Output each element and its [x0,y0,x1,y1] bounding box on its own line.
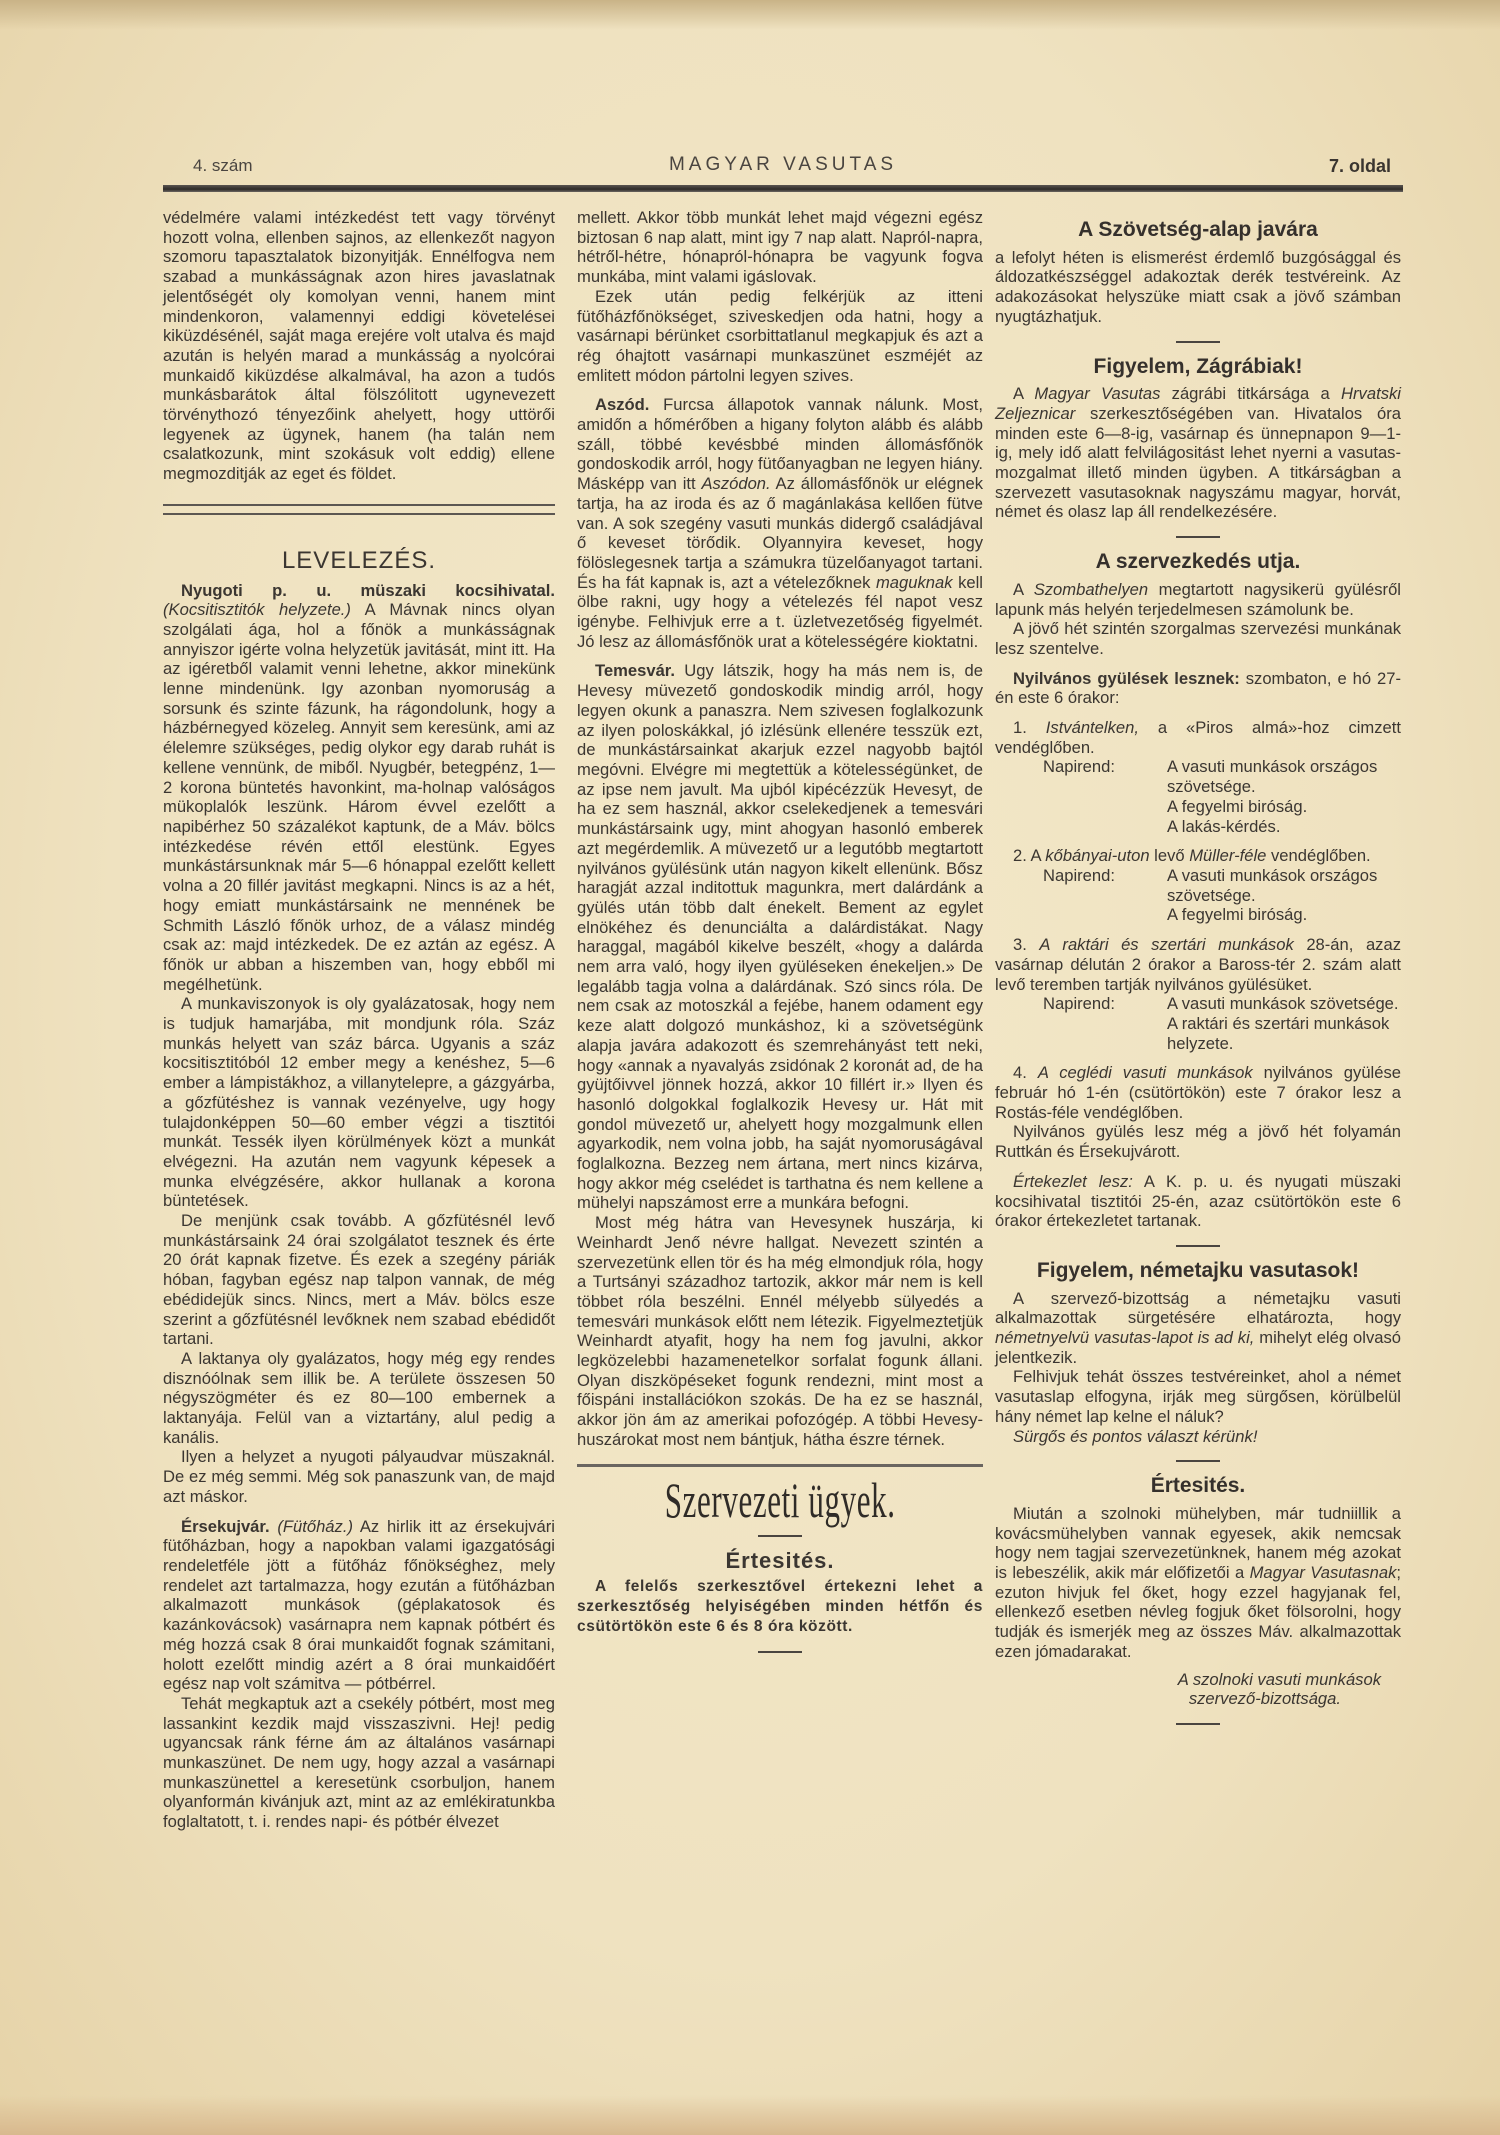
paragraph-text: A munkaviszonyok is oly gyalázatosak, hogy nem is tudjuk hamarjába, mit mondjunk róla. Száz munkás helyett van száz bárca. Ugyanis a száz kocsitisztitóból 12 ember megy a kenéshez, 5—6 ember a lámpistákhoz, a villanytelepre, a gázgyárba, a gőzfütéshez is vannak vezényelve, ugy hogy tulajdonképpen 50—60 ember végzi a tisztitói munkát. Tessék ilyen körülmények közt a munkát elvégezni. Ha azután nem vagyunk képesek a munka elvégzésére, akkor hullanak a korona büntetések. [163,994,555,1211]
issue-number: 4. szám [193,156,253,175]
paragraph-text: A [1013,579,1034,599]
paragraph-text: mellett. Akkor több munkát lehet majd végezni egész biztosan 6 nap alatt, mint igy 7 nap alatt. Napról-napra, hétről-hétre, hónapról-hónapra be vagyunk fogva munkába, mint valami igáslovak. [577,208,983,287]
article-heading: A Szövetség-alap javára [1078,218,1318,241]
agenda-item: A vasuti munkások országos szövetsége. [1167,757,1378,797]
article-heading: Értesités. [1150,1474,1246,1498]
article-paragraph [577,208,983,287]
article-paragraph [577,1213,983,1449]
article-paragraph [995,384,1401,522]
agenda-label: Napirend: [1043,994,1115,1014]
article-paragraph [163,1694,555,1832]
agenda-item: A fegyelmi biróság. [1167,905,1308,925]
italic-text: A ceglédi vasuti munkások [1037,1063,1253,1083]
article-paragraph [995,248,1401,327]
paragraph-text: védelmére valami intézkedést tett vagy törvényt hozott volna, ellenben sajnos, az ellenkezőt nagyon szomoru tapasztalatok bizonyitják. Ennélfogva nem szabad a munkásságnak azon hires javaslatnak jelentőségét oly komolyan venni, hanem mint mindenkoron, valamennyi eddigi követelései kiküzdésénél, saját maga erejére volt utalva és majd azután is helyén marad a munkásság a nyolcórai munkaidő kiküzdése alkalmával, ha azon a tudós munkásbarátok által fölszólitott ugynevezett törvénythozó tényezőink ahelyett, hogy uttörői legyenek az ügynek, hanem (ha talán nem csalatkozunk, mint szokásuk volt eddig) ellene megmozditják az eget és földet. [163,208,555,484]
paragraph-text: A K. p. u. és nyugati müszaki kocsihivatal tisztitói 25-én, azaz csütörtökön este 6 órakor értekezletet tartanak. [995,1171,1401,1231]
article-paragraph [163,1349,555,1448]
italic-text: Hrvatski Zeljeznicar [995,384,1401,423]
page-edge-bottom [0,2095,1500,2135]
article-paragraph [577,287,983,386]
paragraph-text: a lefolyt héten is elismerést érdemlő buzgósággal és áldozatkészséggel adakoztak derék testvéreink. Az adakozásokat helyszüke miatt csak a jövő számban nyugtázhatjuk. [995,247,1401,326]
article-heading: A szervezkedés utja. [1095,550,1301,574]
separator-dash [1176,1245,1220,1247]
article-paragraph [995,935,1401,994]
article-paragraph [163,1447,555,1506]
paragraph-lead: Aszód. [595,395,664,415]
paragraph-text: szerkesztőségében van. Hivatalos óra minden este 6—8-ig, vasárnap és ünnepnapon 9—1-ig, mely idő alatt felvilágositást lehet nyerni a vasutas-mozgalmat illető minden ügyben. A titkárságban a szervezett vasutasoknak nagyszámu magyar, horvát, német és olasz lap áll rendelkezésére. [995,403,1401,522]
paragraph-lead: Érsekujvár. [181,1516,278,1536]
agenda-item: A vasuti munkások szövetsége. [1167,994,1399,1014]
signature-line: szervező-bizottsága. [1188,1689,1341,1709]
paragraph-text: A jövő hét szintén szorgalmas szervezési munkának lesz szentelve. [995,619,1401,658]
paragraph-text: A laktanya oly gyalázatos, hogy még egy rendes disznóólnak sem illik be. A területe összesen 50 négyszögméter és ez 80—100 embernek a laktanyája. Felül van a viztartány, alul pedig a kanális. [163,1348,555,1447]
paragraph-lead: Temesvár. [595,661,685,681]
agenda-item: A fegyelmi biróság. [1167,796,1308,816]
page-edge-top [0,0,1500,30]
notice-heading: Értesités. [725,1548,835,1574]
paragraph-text: A Mávnak nincs olyan szolgálati ága, hol a főnök a munkásságnak annyiszor igérte volna helyzetük javitását, mint itt. Ha az igéretből valamit venni lehetne, akkor minekünk lenne mindenünk. Igy azonban nyomoruság a sorsunk és szinte fázunk, ha rágondolunk, hogy a házbérnegyed közeleg. Annyit sem keresünk, ami az élelemre szükséges, pedig olykor egy darab ruhát is kellene vennünk, de miből. Nyugbér, betegpénz, 1—2 korona büntetés havonkint, ma-holnap valóságos mükoplalók leszünk. Három évvel ezelőtt a napibérhez 50 százalékot kaptunk, de a Máv. bölcs intézkedése révén ettől elestünk. Egyes munkástársunknak már 5—6 hónappal ezelőtt kellett volna a 20 fillér javitást megkapni. Nincs is az a hét, hogy emiatt munkástársaink ne mennének be Schmith László főnök urhoz, de a válasz mindég csak az: majd intézkedek. De ez aztán az egész. A főnök ur abban a hiszemben van, hogy ebből mi megélhetünk. [163,600,556,994]
article-paragraph [163,994,555,1211]
paragraph-text: 1. [1013,718,1046,738]
column-2 [577,208,983,1667]
section-double-rule [163,504,555,515]
agenda-list [1043,866,1401,925]
notice-text: A felelős szerkesztővel értekezni lehet a szerkesztőség helyiségében minden hétfőn és csütörtökön este 6 és 8 óra között. [577,1578,983,1635]
paragraph-text: levő [1149,846,1190,866]
section-rule [577,1464,983,1467]
column-3 [995,208,1401,1739]
separator-dash [758,1535,802,1537]
page-number: 7. oldal [1328,156,1391,176]
separator-dash [1176,1723,1220,1725]
article-heading: Figyelem, németajku vasutasok! [1036,1258,1360,1282]
paragraph-text: Furcsa állapotok vannak nálunk. Most, amidőn a hőmérőben a higany folyton alább és alább száll, többé kevésbbé minden állomásfőnök gondoskodik arról, hogy fütőanyagban ne legyen hiány. Másképp van itt [577,395,983,494]
italic-text: maguknak [875,572,953,592]
paragraph-text: A szervező-bizottság a németajku vasuti alkalmazottak sürgetésére elhatározta, hogy [995,1288,1401,1328]
paragraph-text: Az hirlik itt az érsekujvári fütőházban, hogy a napokban valami igazgatósági rendeletféle jött a fütőház főnökséghez, mely rendelet azt tartalmazza, hogy ezután a fütőházban alkalmazott munkások (géplakatosok és kazánkovácsok) vasárnapra nem kapnak pótbért és még hozzá csak 8 órai munkaidőt fognak számitani, holott ezelőtt mindig azért a 8 órai munkaidőért egész nap volt számitva — pótbérrel. [163,1516,555,1694]
italic-text: Sürgős és pontos választ kérünk! [1013,1426,1258,1446]
signature-line: A szolnoki vasuti munkások [1177,1669,1381,1689]
italic-text: Müller-féle [1189,846,1267,866]
article-paragraph [995,580,1401,619]
paragraph-text: Tehát megkaptuk azt a csekély pótbért, most meg lassankint kezdik majd visszaszivni. Hej! pedig ugyancsak ránk férne ám az általános vasárnapi munkaszünet. De nem ugy, hogy azzal a vasárnapi munkaszünettel a keresetünk csorbuljon, hanem olyanformán kivánjuk azt, mint az az emlékiratunkba foglaltatott, t. i. rendes napi- és pótbér élvezet [163,1693,555,1832]
paragraph-text: 4. [1013,1063,1038,1083]
article-paragraph [995,1063,1401,1122]
article-paragraph [163,581,555,995]
article-paragraph [163,1211,555,1349]
paragraph-text: ; ezuton hivjuk fel őket, hogy ezzel hagyjanak fel, ellenkező esetben névleg fogjuk őket fölsorolni, hogy tudják és ismerjék meg az összes Máv. alkalmazottak ezen jómadarakat. [995,1563,1401,1661]
paragraph-text: Nyilvános gyülés lesz még a jövő hét folyamán Ruttkán és Érsekujvárott. [995,1122,1401,1162]
article-paragraph [995,669,1401,708]
italic-text: Aszódon. [701,474,771,494]
article-paragraph [995,619,1401,658]
agenda-label: Napirend: [1043,757,1115,777]
italic-text: A raktári és szertári munkások [1039,935,1294,955]
separator-dash [1176,341,1220,343]
paragraph-text: kell ölbe rakni, ugy hogy a vételezés fél napot vesz igénybe. Felhivjuk erre a t. üzletvezetőség figyelmét. Jó lesz az állomásfőnök urat a kötelességére kioktatni. [577,572,983,651]
masthead-rule [163,185,1403,192]
italic-text: (Fütőház.) [277,1516,353,1536]
separator-dash [1176,1460,1220,1462]
italic-text: kőbányai-uton [1045,846,1150,866]
paragraph-text: Miután a szolnoki mühelyben, már tudniillik a kovácsmühelyben vannak egyesek, akik nemcsak hogy nem tagjai szervezetünknek, hanem még azokat is lebeszélik, akik már előfizetői a [995,1503,1401,1583]
paragraph-text: mihelyt elég olvasó jelentkezik. [995,1328,1401,1367]
paragraph-text: nyilvános gyülése február hó 1-én (csütörtökön) este 7 órakor lesz a Rostás-féle vendéglőben. [995,1063,1401,1122]
paragraph-text: Ilyen a helyzet a nyugoti pályaudvar müszaknál. De ez még semmi. Még sok panaszunk van, de majd azt máskor. [163,1447,555,1506]
newspaper-title: MAGYAR VASUTAS [668,154,898,175]
paragraph-text: Felhivjuk tehát összes testvéreinket, ahol a német vasutaslap elfogyna, irják meg sürgősen, körülbelül hány német lap kelne el náluk? [995,1367,1401,1426]
article-paragraph [577,661,983,1213]
paragraph-text: 2. A [1013,846,1046,866]
section-title [577,1471,983,1528]
article-paragraph [995,1289,1401,1368]
paragraph-text: Most még hátra van Hevesynek huszárja, ki Weinhardt Jenő névre hallgat. Nevezett szintén a szervezetünk ellen tör és ha még elmondjuk róla, hogy a Turtsányi századhoz tartozik, akkor már nem is kell többet róla beszélni. Ennél mélyebb sülyedés a temesvári munkások előtt nem létezik. Figyelmeztetjük Weinhardt atyafit, hogy ha nem fog javulni, akkor legközelebbi hazamenetelkor sorfalat fogunk állani. Olyan diszköpéseket fogunk rendezni, mint most a főispáni installációkon szokás. De ha ez se használ, akkor jön ám az amerikai pofozógép. A többi Hevesy-huszárokat most nem bántjuk, hátha észre térnek. [577,1213,983,1449]
italic-text: Istvántelken, [1045,718,1139,738]
article-paragraph [163,1517,555,1694]
paragraph-text: Az állomásfőnök ur elégnek tartja, ha az iroda és az ő magánlakása kellően fütve van. A sok szegény vasuti munkás didergő családjával ő keveset törődik. Olyannyira keveset, hogy fölöslegesnek tartja a számukra tüzelőanyagot tartani. És ha fát kapnak is, azt a vételezőknek [577,474,984,592]
paragraph-text: a «Piros almá»-hoz cimzett vendéglőben. [995,718,1401,757]
article-paragraph [995,1427,1401,1447]
paragraph-text: De menjünk csak tovább. A gőzfütésnél levő munkástársaink 24 órai szolgálatot tesznek és érte 20 órát kapnak fizetve. És ezek a szegény páriák hóban, fagyban egész nap talpon vannak, de még ebédidejük sincs. Nincs, mert a Máv. bölcs esze szerint a gőzfütésnél levőknek nem szabad ebédidőt tartani. [163,1211,555,1349]
agenda-list [1043,994,1401,1053]
italic-text: Magyar Vasutas [1034,384,1161,404]
paragraph-text: 3. [1013,935,1040,955]
paragraph-lead: Nyilvános gyülések lesznek: [1013,668,1240,688]
article-paragraph [995,1367,1401,1426]
italic-text: (Kocsitisztitók helyzete.) [163,600,351,620]
italic-text: Magyar Vasutasnak [1249,1563,1397,1583]
article-paragraph [995,1172,1401,1231]
section-title-text: Szervezeti ügyek. [664,1471,896,1528]
paragraph-text: 28-án, azaz vasárnap délután 2 órakor a Baross-tér 2. szám alatt levő teremben tartják nyilvános gyülésüket. [995,935,1401,994]
paragraph-lead: Nyugoti p. u. müszaki kocsihivatal. [181,580,555,600]
masthead [163,152,1403,182]
italic-text: németnyelvü vasutas-lapot is ad ki, [995,1328,1255,1348]
paragraph-text: Ezek után pedig felkérjük az itteni fütőházfőnökséget, sziveskedjen oda hatni, hogy a vasárnapi bérünket csorbittatlanul megkapjuk és azt a rég óhajtott vasárnapi munkaszünet eszméjét az emlitett módon pártolni legyen szives. [577,286,983,385]
paragraph-text: megtartott nagysikerü gyülésről lapunk más helyén terjedelmesen számolunk be. [995,579,1401,619]
section-heading: LEVELEZÉS. [281,546,437,574]
agenda-item: A vasuti munkások országos szövetsége. [1167,865,1378,905]
agenda-item: A lakás-kérdés. [1167,816,1281,836]
paragraph-text: vendéglőben. [1266,846,1371,866]
article-heading: Figyelem, Zágrábiak! [1093,354,1303,378]
italic-text: Szombathelyen [1033,579,1149,599]
column-1 [163,208,555,1832]
separator-dash [1176,536,1220,538]
article-paragraph [995,846,1401,866]
article-paragraph [995,1122,1401,1161]
article-paragraph [163,208,555,484]
paragraph-text: zágrábi titkársága a [1160,384,1342,404]
paragraph-text: Ugy látszik, hogy ha más nem is, de Hevesy müvezető gondoskodik mindig arról, hogy legyen okunk a panaszra. Nem szivesen foglalkozunk az ilyen poloskákkal, jó izlésünk ellenére tesszük ezt, de munkástársainkat akarjuk ezzel nagyobb bajtól megóvni. Elvégre mi megtettük a kötelességünket, de az ipse nem javult. Ma ujból kipécézzük Hevesyt, de ha ez sem használ, akkor cselekedjenek a temesvári munkástársaink ugy, mint ahogyan hasonló emberek azt megérdemlik. A müvezető ur a legutóbb megtartott nyilvános gyülésünk után nagyon kikelt ellenünk. Bősz haragját azzal inditottuk magunkra, mert dalárdánk a gyülés után több dalt énekelt. Bement az egylet elnökéhez és denunciálta a dalárdistákat. Nagy haraggal, magából kikelve beszélt, «hogy a dalárda nem arra való, hogy ilyen gyüléseken énekeljen.» De legalább tagja volna a dalárdának. Szó sincs róla. De nem csak az motoszkál a fejébe, hanem odament egy keze alatt dolgozó munkáshoz, ki a szövetségünk alapja javára adakozott és szemrehányást tett neki, hogy «annak a nyavalyás zsidónak 2 koronát ad, de ha gyüjtőivvel jönnek hozzá, akkor 10 fillért ir.» Ilyen és hasonló dolgokkal foglalkozik Hevesy ur. Hát mit gondol müvezető ur, ahelyett hogy mozgalmunk ellen agyarkodik, nem volna jobb, ha saját nyomoruságával foglalkozna. Bezzeg nem ártana, mert nincs kizárva, hogy akkor még cselédet is tarthatna és nem kellene a mühelyi napszámost erre a munkára befogni. [577,661,983,1213]
separator-dash [758,1651,802,1653]
article-paragraph [577,395,983,651]
paragraph-text: szombaton, e hó 27-én este 6 órakor: [995,668,1402,708]
article-paragraph [995,718,1401,757]
agenda-item: A raktári és szertári munkások helyzete. [1167,1013,1390,1053]
article-paragraph [995,1504,1401,1662]
paragraph-text: A [1013,384,1035,404]
agenda-list [1043,757,1401,836]
italic-text: Értekezlet lesz: [1013,1171,1133,1191]
agenda-label: Napirend: [1043,865,1115,885]
signature [995,1670,1381,1709]
